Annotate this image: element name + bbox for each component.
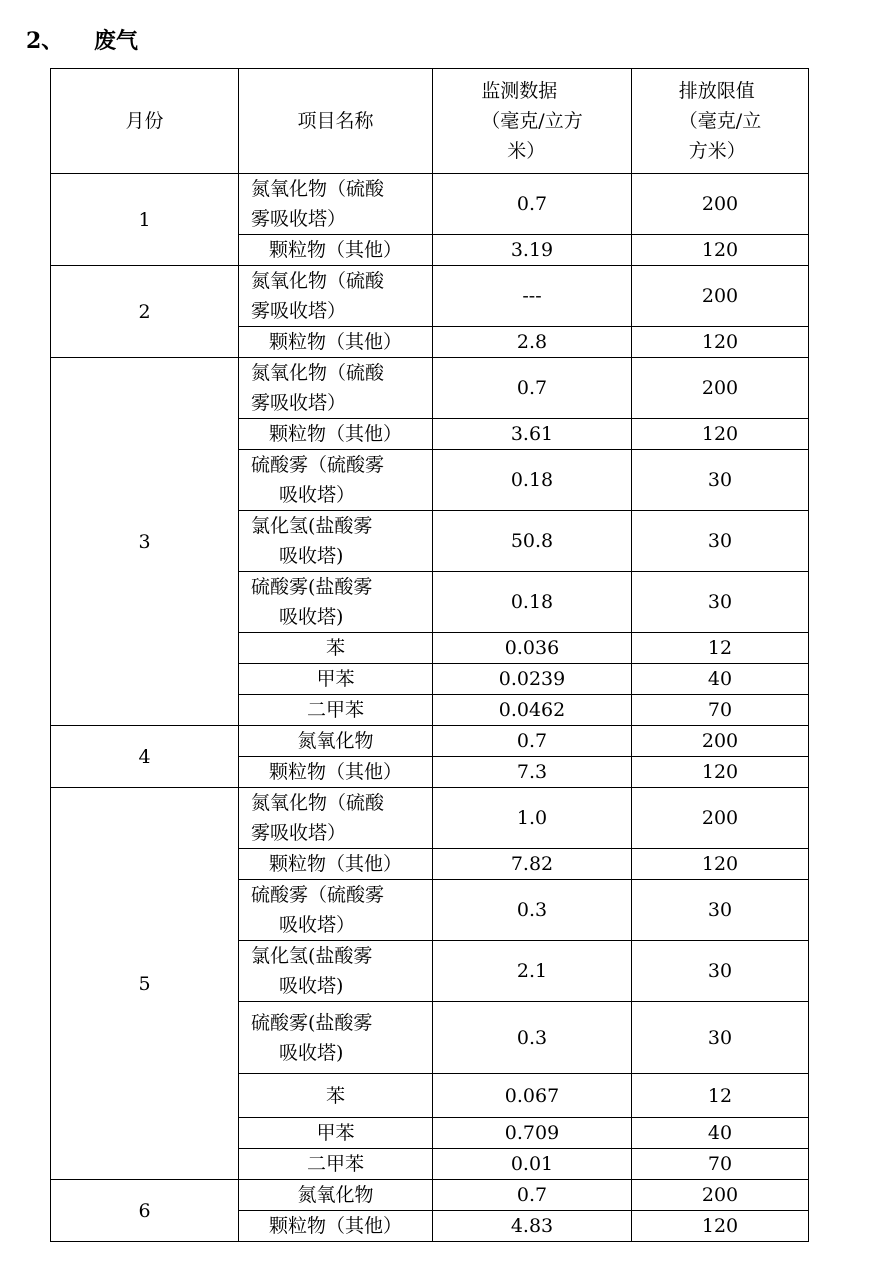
item-name-cell xyxy=(239,419,433,450)
emission-limit-cell: 120 xyxy=(632,757,809,788)
month-cell: 3 xyxy=(51,358,239,726)
item-name-line: 雾吸收塔） xyxy=(251,822,347,844)
item-name-cell xyxy=(239,726,433,757)
emission-limit-cell: 200 xyxy=(632,174,809,235)
table-row xyxy=(51,726,809,757)
exhaust-gas-table xyxy=(50,68,809,1242)
item-name-line: 吸收塔) xyxy=(279,1041,344,1064)
header-data-line3: 米） xyxy=(507,140,546,162)
header-limit xyxy=(632,69,809,174)
item-name-line: 吸收塔） xyxy=(279,484,356,506)
item-name-line: 吸收塔) xyxy=(279,606,344,628)
item-name-line: 吸收塔) xyxy=(279,545,344,567)
monitoring-value-cell: 0.3 xyxy=(433,1002,632,1074)
emission-limit-cell: 120 xyxy=(632,1211,809,1242)
item-name-cell xyxy=(239,266,433,327)
emission-limit-cell: 120 xyxy=(632,419,809,450)
item-name-line: 苯 xyxy=(325,637,345,659)
item-name-cell xyxy=(239,1180,433,1211)
table-row xyxy=(51,788,809,849)
item-name-cell xyxy=(239,1074,433,1118)
emission-limit-cell: 30 xyxy=(632,572,809,633)
item-name-line: 雾吸收塔） xyxy=(251,392,347,414)
monitoring-value-cell: 3.61 xyxy=(433,419,632,450)
section-heading xyxy=(26,24,138,55)
emission-limit-cell: 30 xyxy=(632,941,809,1002)
item-name-line: 氮氧化物 xyxy=(297,730,374,752)
item-name-line: 硫酸雾(盐酸雾 xyxy=(251,1011,373,1034)
monitoring-value-cell: 0.7 xyxy=(433,1180,632,1211)
monitoring-value-cell: 2.8 xyxy=(433,327,632,358)
item-name-line: 颗粒物（其他） xyxy=(268,853,402,875)
item-name-line: 颗粒物（其他） xyxy=(268,239,402,261)
item-name-line: 硫酸雾（硫酸雾 xyxy=(251,884,385,906)
emission-limit-cell: 200 xyxy=(632,726,809,757)
item-name-cell xyxy=(239,633,433,664)
item-name-cell xyxy=(239,327,433,358)
month-cell: 4 xyxy=(51,726,239,788)
header-data xyxy=(433,69,632,174)
monitoring-value-cell: 1.0 xyxy=(433,788,632,849)
table-row xyxy=(51,174,809,235)
item-name-line: 硫酸雾（硫酸雾 xyxy=(251,454,385,476)
table-row xyxy=(51,266,809,327)
item-name-cell xyxy=(239,1211,433,1242)
monitoring-value-cell: 4.83 xyxy=(433,1211,632,1242)
emission-limit-cell: 200 xyxy=(632,788,809,849)
monitoring-value-cell: 0.18 xyxy=(433,572,632,633)
item-name-line: 二甲苯 xyxy=(306,1153,364,1175)
monitoring-value-cell: 0.01 xyxy=(433,1149,632,1180)
emission-limit-cell: 120 xyxy=(632,849,809,880)
emission-limit-cell: 40 xyxy=(632,1118,809,1149)
section-title: 废气 xyxy=(94,28,139,54)
item-name-line: 甲苯 xyxy=(316,668,355,690)
item-name-line: 氮氧化物（硫酸 xyxy=(251,362,385,384)
header-data-line2: （毫克/立方 xyxy=(481,110,583,132)
header-data-line1: 监测数据 xyxy=(481,80,558,102)
item-name-line: 雾吸收塔） xyxy=(251,300,347,322)
item-name-cell xyxy=(239,788,433,849)
item-name-cell xyxy=(239,1002,433,1074)
item-name-line: 氮氧化物 xyxy=(297,1184,374,1206)
header-row xyxy=(51,69,809,174)
item-name-line: 二甲苯 xyxy=(306,699,364,721)
item-name-cell xyxy=(239,358,433,419)
emission-limit-cell: 120 xyxy=(632,235,809,266)
item-name-cell xyxy=(239,1118,433,1149)
section-number: 2、 xyxy=(26,28,64,54)
header-limit-line1: 排放限值 xyxy=(678,80,755,102)
emission-limit-cell: 200 xyxy=(632,358,809,419)
item-name-cell xyxy=(239,695,433,726)
item-name-cell xyxy=(239,1149,433,1180)
header-month: 月份 xyxy=(51,69,239,174)
table-row xyxy=(51,1180,809,1211)
item-name-line: 氮氧化物（硫酸 xyxy=(251,178,385,200)
header-limit-line3: 方米） xyxy=(688,140,746,162)
monitoring-value-cell: 0.7 xyxy=(433,726,632,757)
emission-limit-cell: 12 xyxy=(632,1074,809,1118)
item-name-cell xyxy=(239,880,433,941)
month-cell: 6 xyxy=(51,1180,239,1242)
item-name-line: 氯化氢(盐酸雾 xyxy=(251,945,373,967)
monitoring-value-cell: 2.1 xyxy=(433,941,632,1002)
emission-limit-cell: 200 xyxy=(632,1180,809,1211)
emission-limit-cell: 30 xyxy=(632,511,809,572)
table-row xyxy=(51,358,809,419)
monitoring-value-cell: 0.7 xyxy=(433,174,632,235)
item-name-cell xyxy=(239,849,433,880)
header-limit-line2: （毫克/立 xyxy=(678,110,762,132)
item-name-line: 氮氧化物（硫酸 xyxy=(251,792,385,814)
emission-limit-cell: 70 xyxy=(632,695,809,726)
table-body xyxy=(51,69,809,1242)
emission-limit-cell: 200 xyxy=(632,266,809,327)
item-name-cell xyxy=(239,941,433,1002)
emission-limit-cell: 40 xyxy=(632,664,809,695)
monitoring-value-cell: 0.067 xyxy=(433,1074,632,1118)
item-name-line: 甲苯 xyxy=(316,1122,355,1144)
item-name-line: 雾吸收塔） xyxy=(251,208,347,230)
item-name-line: 颗粒物（其他） xyxy=(268,331,402,353)
item-name-line: 吸收塔） xyxy=(279,914,356,936)
monitoring-value-cell: 7.3 xyxy=(433,757,632,788)
monitoring-value-cell: 0.18 xyxy=(433,450,632,511)
month-cell: 5 xyxy=(51,788,239,1180)
item-name-line: 颗粒物（其他） xyxy=(268,761,402,783)
month-cell: 1 xyxy=(51,174,239,266)
item-name-line: 颗粒物（其他） xyxy=(268,423,402,445)
monitoring-value-cell: 0.0239 xyxy=(433,664,632,695)
item-name-cell xyxy=(239,757,433,788)
header-item: 项目名称 xyxy=(239,69,433,174)
monitoring-value-cell: 7.82 xyxy=(433,849,632,880)
emission-limit-cell: 30 xyxy=(632,1002,809,1074)
item-name-line: 氯化氢(盐酸雾 xyxy=(251,515,373,537)
item-name-line: 硫酸雾(盐酸雾 xyxy=(251,576,373,598)
emission-limit-cell: 30 xyxy=(632,880,809,941)
emission-limit-cell: 120 xyxy=(632,327,809,358)
item-name-line: 颗粒物（其他） xyxy=(268,1215,402,1237)
item-name-cell xyxy=(239,450,433,511)
monitoring-value-cell: 0.709 xyxy=(433,1118,632,1149)
monitoring-value-cell: 0.0462 xyxy=(433,695,632,726)
item-name-line: 氮氧化物（硫酸 xyxy=(251,270,385,292)
item-name-cell xyxy=(239,511,433,572)
emission-limit-cell: 70 xyxy=(632,1149,809,1180)
monitoring-value-cell: 3.19 xyxy=(433,235,632,266)
item-name-line: 吸收塔) xyxy=(279,975,344,997)
month-cell: 2 xyxy=(51,266,239,358)
item-name-cell xyxy=(239,235,433,266)
emission-limit-cell: 12 xyxy=(632,633,809,664)
monitoring-value-cell: 0.036 xyxy=(433,633,632,664)
item-name-cell xyxy=(239,664,433,695)
monitoring-value-cell: 50.8 xyxy=(433,511,632,572)
item-name-cell xyxy=(239,174,433,235)
emission-limit-cell: 30 xyxy=(632,450,809,511)
monitoring-value-cell: 0.7 xyxy=(433,358,632,419)
item-name-line: 苯 xyxy=(325,1084,345,1107)
item-name-cell xyxy=(239,572,433,633)
monitoring-value-cell: --- xyxy=(433,266,632,327)
monitoring-value-cell: 0.3 xyxy=(433,880,632,941)
